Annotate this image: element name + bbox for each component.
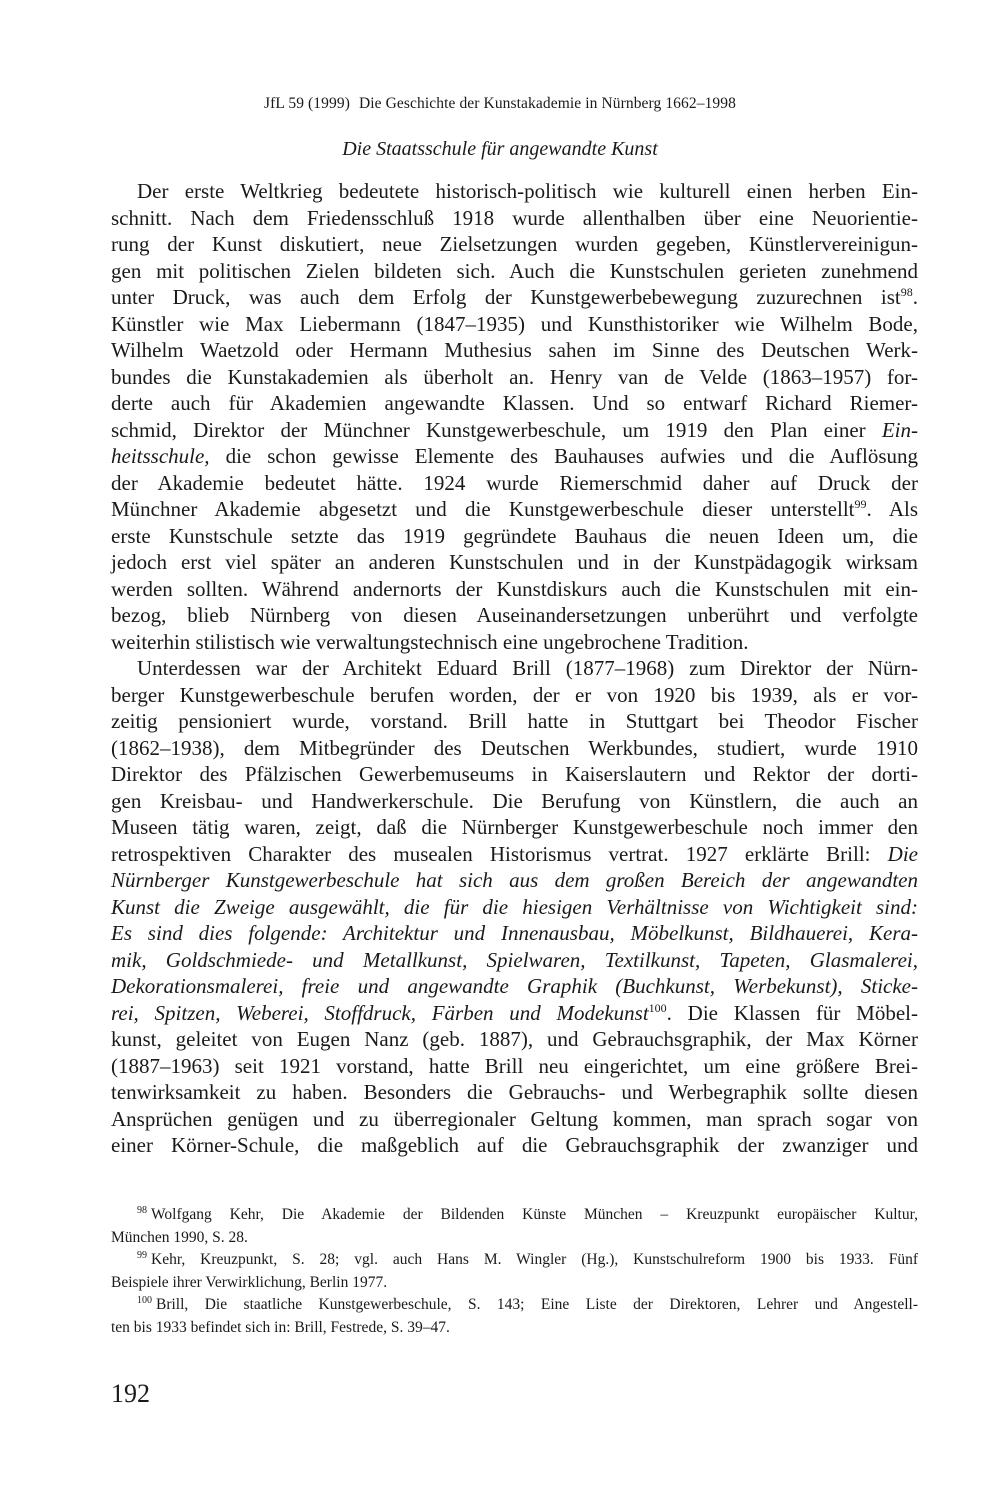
text-line: heitsschule, die schon gewisse Elemente des Bauhauses aufwies und die Auflösung [111,444,918,468]
footnote-99-cont: Beispiele ihrer Verwirklichung, Berlin 1977. [111,1273,388,1291]
section-heading: Die Staatsschule für angewandte Kunst [342,138,658,160]
text-line: erste Kunstschule setzte das 1919 gegründete Bauhaus die neuen Ideen um, die [111,523,918,548]
text-line: Museen tätig waren, zeigt, daß die Nürnberger Kunstgewerbeschule noch immer den [111,815,918,839]
text-line: jedoch erst viel später an anderen Kunstschulen und in der Kunstpädagogik wirksam [111,550,918,574]
quote-line: mik, Goldschmiede- und Metallkunst, Spielwaren, Textilkunst, Tapeten, Glasmalerei, [111,947,918,972]
text-line: werden sollten. Während andernorts der Kunstdiskurs auch die Kunstschulen mit ein- [111,576,918,601]
text-line: derte auch für Akademien angewandte Klassen. Und so entwarf Richard Riemer- [111,391,918,415]
text-line: tenwirksamkeit zu haben. Besonders die Gebrauchs- und Werbegraphik sollte diesen [111,1080,918,1104]
footnote-100: $^{100}$ Brill, Die staatliche Kunstgewerbeschule, S. 143; Eine Liste der Direktoren, Lehrer und Angestell- [137,1294,918,1313]
quote-line: Es sind dies folgende: Architektur und Innenausbau, Möbelkunst, Bildhauerei, Kera- [111,921,918,945]
text-line: einer Körner-Schule, die maßgeblich auf die Gebrauchsgraphik der zwanziger und [111,1133,918,1157]
text-line: unter Druck, was auch dem Erfolg der Kunstgewerbebewegung zuzurechnen ist$^{98}$. [111,285,918,309]
text-line: kunst, geleitet von Eugen Nanz (geb. 1887), und Gebrauchsgraphik, der Max Körner [111,1027,918,1051]
page-number: 192 [111,1379,150,1408]
text-line: rei, Spitzen, Weberei, Stoffdruck, Färben und Modekunst$^{100}$. Die Klassen für Möbel- [111,1000,918,1025]
footnote-number: 98 [137,1204,147,1216]
quote-line: Dekorationsmalerei, freie und angewandte Graphik (Buchkunst, Werbekunst), Sticke- [111,974,918,998]
footnote-ref-99: 99 [854,497,867,511]
text-line: retrospektiven Charakter des musealen Historismus vertrat. 1927 erklärte Brill: Die [111,841,918,866]
text-line: bezog, blieb Nürnberg von diesen Auseinandersetzungen unberührt und verfolgte [111,603,918,627]
running-title: Die Geschichte der Kunstakademie in Nürnberg 1662–1998 [358,95,736,112]
text-line: bundes die Kunstakademien als überholt an. Henry van de Velde (1863–1957) for- [111,364,918,389]
footnote-number: 100 [137,1294,152,1306]
text-line: gen Kreisbau- und Handwerkerschule. Die Berufung von Künstlern, die auch an [111,788,918,813]
text-line: Direktor des Pfälzischen Gewerbemuseums in Kaiserslautern und Rektor der dorti- [111,762,918,786]
text-line: Der erste Weltkrieg bedeutete historisch-politisch wie kulturell einen herben Ein- [137,179,918,203]
text-line: Münchner Akademie abgesetzt und die Kunstgewerbeschule dieser unterstellt$^{99}$. Als [111,497,918,521]
footnotes [111,1204,918,1339]
footnote-99: $^{99}$ Kehr, Kreuzpunkt, S. 28; vgl. auch Hans M. Wingler (Hg.), Kunstschulreform 1900 bis 1933. Fünf [137,1249,918,1268]
text-line: der Akademie bedeutet hätte. 1924 wurde Riemerschmid daher auf Druck der [111,470,918,495]
text-line: Ansprüchen genügen und zu überregionaler Geltung kommen, man sprach sogar von [111,1106,918,1131]
footnote-98-cont: München 1990, S. 28. [111,1228,248,1246]
text-line: weiterhin stilistisch wie verwaltungstechnisch eine ungebrochene Tradition. [111,629,749,654]
text-line: rung der Kunst diskutiert, neue Zielsetzungen wurden gegeben, Künstlervereinigun- [111,232,918,256]
text-line: Wilhelm Waetzold oder Hermann Muthesius sahen im Sinne des Deutschen Werk- [111,338,918,362]
footnote-ref-100: 100 [648,1000,667,1015]
text-line: zeitig pensioniert wurde, vorstand. Brill hatte in Stuttgart bei Theodor Fischer [111,709,918,733]
footnote-number: 99 [137,1249,147,1261]
body-text [111,178,918,1159]
text-line: Künstler wie Max Liebermann (1847–1935) und Kunsthistoriker wie Wilhelm Bode, [111,311,918,336]
running-header [0,94,1000,114]
quote-line: Nürnberger Kunstgewerbeschule hat sich aus dem großen Bereich der angewandten [111,868,918,892]
quote-line: Kunst die Zweige ausgewählt, die für die hiesigen Verhältnisse von Wichtigkeit sind: [111,894,918,919]
footnote-100-cont: ten bis 1933 befindet sich in: Brill, Festrede, S. 39–47. [111,1318,450,1336]
text-line: Unterdessen war der Architekt Eduard Brill (1877–1968) zum Direktor der Nürn- [137,656,918,680]
text-line: schmid, Direktor der Münchner Kunstgewerbeschule, um 1919 den Plan einer Ein- [111,417,918,442]
text-line: (1862–1938), dem Mitbegründer des Deutschen Werkbundes, studiert, wurde 1910 [111,735,918,760]
text-line: schnitt. Nach dem Friedensschluß 1918 wurde allenthalben über eine Neuorientie- [111,205,918,230]
text-line: berger Kunstgewerbeschule berufen worden, der er von 1920 bis 1939, als er vor- [111,682,918,707]
text-line: gen mit politischen Zielen bildeten sich. Auch die Kunstschulen gerieten zunehmend [111,258,918,283]
footnote-98: $^{98}$ Wolfgang Kehr, Die Akademie der Bildenden Künste München – Kreuzpunkt europäischer Kultur, [137,1204,918,1223]
footnote-ref-98: 98 [900,285,913,299]
journal-citation: JfL 59 (1999) [264,95,350,112]
text-line: (1887–1963) seit 1921 vorstand, hatte Brill neu eingerichtet, um eine größere Brei- [111,1053,918,1078]
